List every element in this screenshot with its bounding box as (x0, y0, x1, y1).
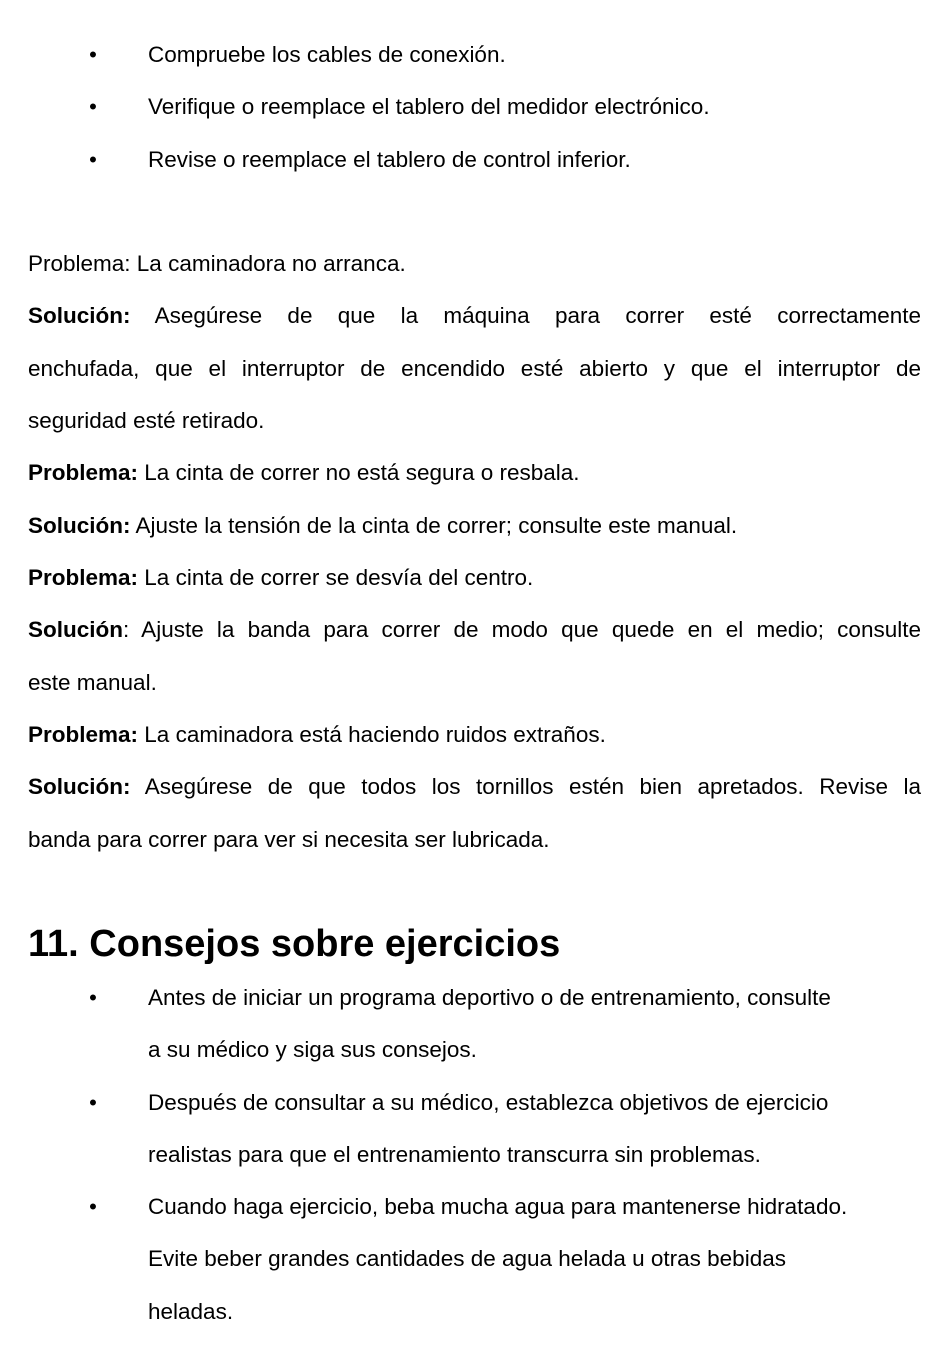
solution-label: Solución: (28, 774, 131, 799)
solution-4-line-2: banda para correr para ver si necesita ser lubricada. (28, 827, 550, 852)
problem-label: Problema: (28, 565, 139, 590)
problem-label: Problema: (28, 460, 139, 485)
solution-text: : Ajuste la banda para correr de modo que quede en el medio; consulte (123, 617, 921, 642)
problem-4 (28, 720, 606, 750)
solution-text: Asegúrese de que todos los tornillos estén bien apretados. Revise la (144, 774, 921, 799)
solution-2 (28, 511, 737, 541)
solution-4-line-1 (28, 772, 921, 802)
list-item: Compruebe los cables de conexión. (148, 42, 506, 67)
list-item-line: Evite beber grandes cantidades de agua helada u otras bebidas (148, 1246, 786, 1271)
bullet-marker: • (89, 1090, 97, 1115)
solution-1-line-2: enchufada, que el interruptor de encendido esté abierto y que el interruptor de (28, 356, 921, 381)
problem-2 (28, 458, 580, 488)
solution-label: Solución: (28, 303, 131, 328)
bullet-marker: • (89, 147, 97, 172)
problem-text: La caminadora está haciendo ruidos extraños. (144, 722, 606, 747)
solution-1-line-3: seguridad esté retirado. (28, 408, 265, 433)
solution-1-line-1 (28, 301, 921, 331)
list-item-line: realistas para que el entrenamiento transcurra sin problemas. (148, 1142, 761, 1167)
list-item-line: Antes de iniciar un programa deportivo o de entrenamiento, consulte (148, 985, 831, 1010)
problem-1: Problema: La caminadora no arranca. (28, 251, 406, 276)
list-item: Revise o reemplace el tablero de control inferior. (148, 147, 631, 172)
problem-3 (28, 563, 533, 593)
problem-text: La cinta de correr no está segura o resbala. (144, 460, 580, 485)
list-item: Verifique o reemplace el tablero del medidor electrónico. (148, 94, 710, 119)
bullet-marker: • (89, 42, 97, 67)
solution-3-line-1 (28, 615, 921, 645)
list-item-line: Cuando haga ejercicio, beba mucha agua para mantenerse hidratado. (148, 1194, 848, 1219)
solution-label: Solución: (28, 513, 131, 538)
bullet-marker: • (89, 1194, 97, 1219)
solution-3-line-2: este manual. (28, 670, 157, 695)
solution-label: Solución (28, 617, 123, 642)
bullet-marker: • (89, 985, 97, 1010)
problem-label: Problema: (28, 722, 139, 747)
section-heading: 11. Consejos sobre ejercicios (28, 923, 561, 965)
list-item-line: Después de consultar a su médico, establezca objetivos de ejercicio (148, 1090, 829, 1115)
solution-text: Ajuste la tensión de la cinta de correr; consulte este manual. (135, 513, 738, 538)
list-item-line: heladas. (148, 1299, 234, 1324)
bullet-marker: • (89, 94, 97, 119)
solution-text: Asegúrese de que la máquina para correr esté correctamente (154, 303, 922, 328)
problem-text: La cinta de correr se desvía del centro. (144, 565, 534, 590)
list-item-line: a su médico y siga sus consejos. (148, 1037, 477, 1062)
